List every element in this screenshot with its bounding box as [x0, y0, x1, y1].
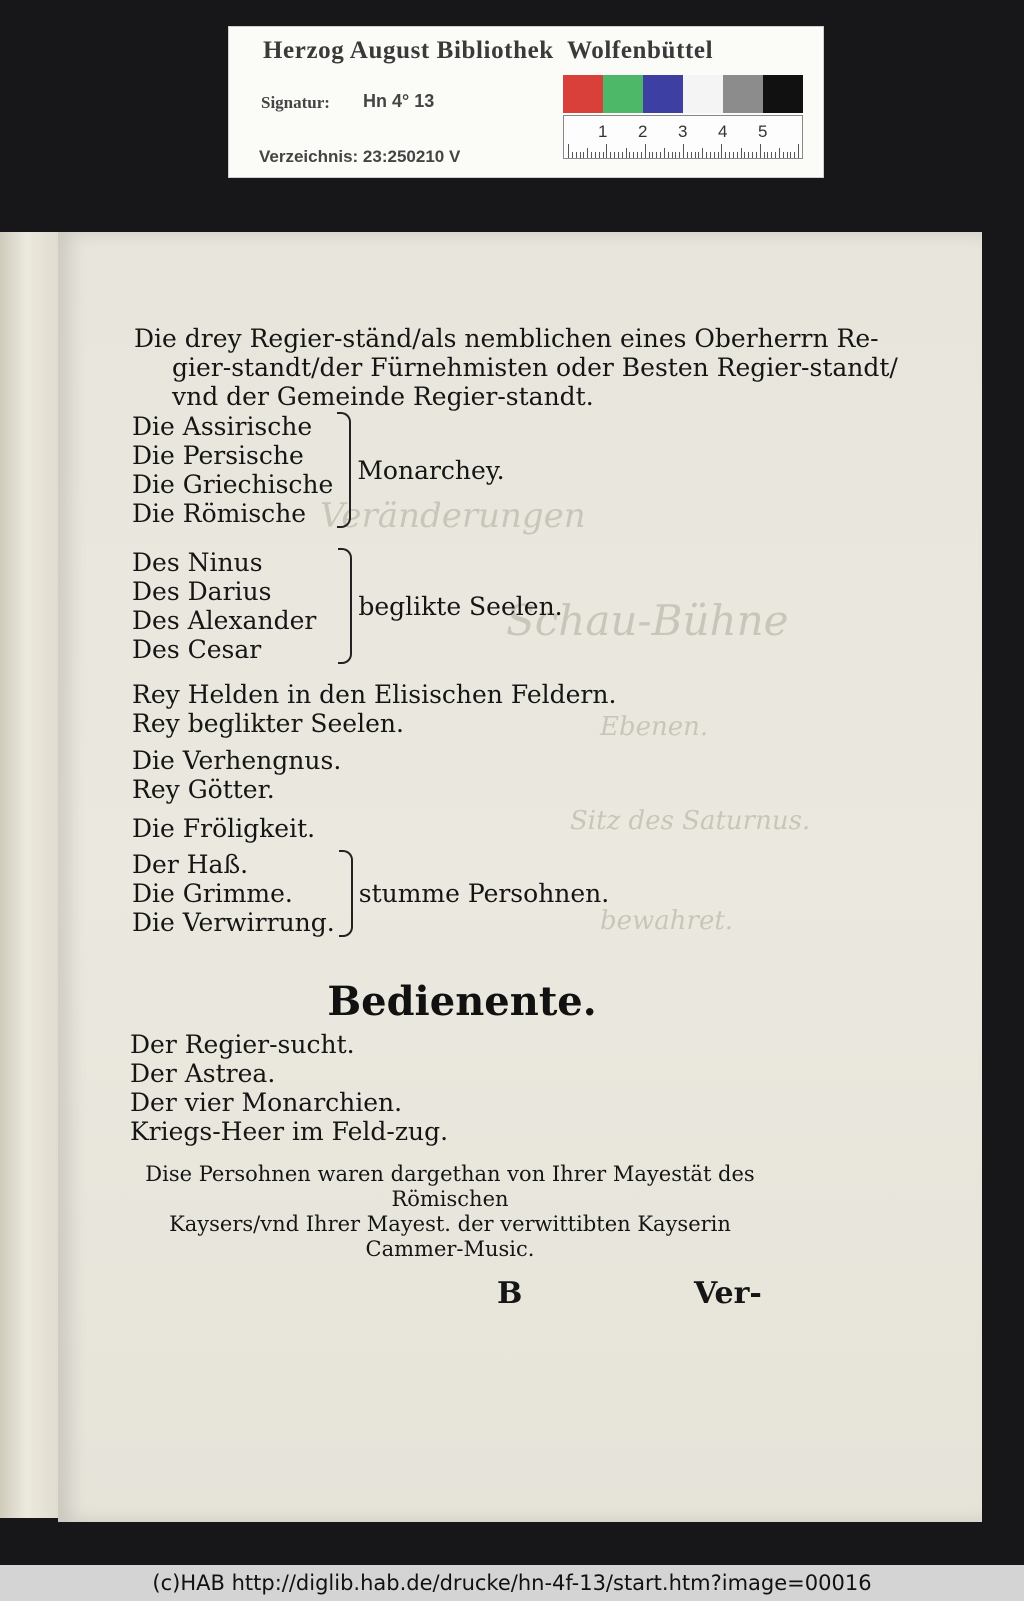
ruler-tick	[614, 152, 615, 158]
ruler-tick	[718, 152, 719, 158]
ruler-tick	[603, 152, 604, 158]
ruler-tick	[729, 152, 730, 158]
ruler-tick	[702, 148, 703, 158]
signature-label: Signatur:	[261, 93, 330, 112]
ruler-tick	[737, 152, 738, 158]
color-calibration-strip	[563, 75, 803, 113]
ruler-tick	[741, 148, 742, 158]
souls-group	[132, 548, 563, 664]
ruler-tick	[752, 152, 753, 158]
ruler-tick	[572, 152, 573, 158]
curly-brace	[337, 412, 351, 528]
joy-block	[132, 814, 315, 843]
intro-paragraph	[134, 324, 898, 411]
signature-value: Hn 4° 13	[363, 91, 435, 111]
ruler-tick	[748, 152, 749, 158]
intro-line: Die drey Regier-ständ/als nemblichen eines Oberherrn Re-	[134, 324, 879, 353]
ruler-tick	[633, 152, 634, 158]
attendant: Kriegs-Heer im Feld-zug.	[130, 1117, 449, 1146]
group-label: beglikte Seelen.	[358, 591, 563, 621]
cast-name: Rey beglikter Seelen.	[132, 709, 404, 738]
ruler-tick	[568, 144, 569, 158]
ruler-tick	[576, 152, 577, 158]
ruler-tick	[580, 152, 581, 158]
color-swatch	[563, 75, 603, 113]
ruler-tick	[672, 152, 673, 158]
ruler-number: 3	[678, 122, 688, 141]
ruler-tick	[629, 152, 630, 158]
cast-name: Des Alexander	[132, 606, 317, 635]
printer-signature-mark: B	[497, 1276, 523, 1311]
cast-name: Rey Götter.	[132, 775, 275, 804]
ruler-tick	[675, 152, 676, 158]
cast-name: Die Griechische	[132, 470, 334, 499]
cast-name: Die Fröligkeit.	[132, 814, 316, 843]
show-through-line: Schau-Bühne	[506, 596, 789, 645]
attendants-list	[130, 1030, 448, 1146]
ruler-tick	[641, 152, 642, 158]
cast-name: Des Ninus	[132, 548, 263, 577]
ruler-tick	[714, 152, 715, 158]
color-swatch	[683, 75, 723, 113]
group-label: stumme Persohnen.	[358, 879, 610, 908]
note-line: Kaysers/vnd Ihrer Mayest. der verwittibten Kayserin	[169, 1212, 731, 1236]
ruler-tick	[610, 152, 611, 158]
color-swatch	[763, 75, 803, 113]
catalog-number: Verzeichnis: 23:250210 V	[259, 147, 461, 166]
mute-group	[132, 850, 609, 937]
cast-name: Die Römische	[132, 499, 307, 528]
library-name: Herzog August Bibliothek Wolfenbüttel	[263, 37, 714, 64]
ruler-tick	[687, 152, 688, 158]
show-through-line: Veränderungen	[320, 496, 586, 536]
ruler-tick	[656, 152, 657, 158]
ruler-number: 2	[638, 122, 648, 141]
ruler-tick	[706, 152, 707, 158]
ruler-tick	[668, 152, 669, 158]
ruler-tick	[771, 152, 772, 158]
souls-names	[132, 548, 316, 664]
monarchy-names	[132, 412, 333, 528]
copyright-footer: (c)HAB http://diglib.hab.de/drucke/hn-4f-13/start.htm?image=00016	[0, 1565, 1024, 1601]
intro-line: vnd der Gemeinde Regier-standt.	[172, 382, 594, 411]
ruler-tick	[710, 152, 711, 158]
ruler-number: 5	[758, 122, 768, 141]
ruler-tick	[760, 144, 761, 158]
attendant: Der Regier-sucht.	[130, 1030, 355, 1059]
ruler-tick	[618, 152, 619, 158]
color-swatch	[643, 75, 683, 113]
cast-name: Rey Helden in den Elisischen Feldern.	[132, 680, 617, 709]
ruler-tick	[626, 148, 627, 158]
catchword: Ver-	[694, 1276, 762, 1311]
cast-name: Die Assirische	[132, 412, 313, 441]
performers-note	[140, 1162, 760, 1262]
show-through-line: bewahret.	[600, 906, 734, 936]
attendant: Der Astrea.	[130, 1059, 276, 1088]
mute-names	[132, 850, 335, 937]
show-through-line: Ebenen.	[600, 712, 709, 742]
ruler-tick	[790, 152, 791, 158]
ruler-tick	[794, 152, 795, 158]
ruler-tick	[764, 152, 765, 158]
ruler-tick	[606, 144, 607, 158]
color-swatch	[723, 75, 763, 113]
ruler-tick	[698, 152, 699, 158]
library-label-card	[228, 26, 824, 178]
note-line: Cammer-Music.	[365, 1237, 535, 1261]
ruler-tick	[637, 152, 638, 158]
ruler-tick	[744, 152, 745, 158]
ruler-tick	[587, 148, 588, 158]
curly-brace	[339, 850, 353, 937]
ruler-tick	[721, 144, 722, 158]
monarchy-group	[132, 412, 505, 528]
attendant: Der vier Monarchien.	[130, 1088, 403, 1117]
ruler-tick	[599, 152, 600, 158]
cast-name: Die Verhengnus.	[132, 746, 342, 775]
ruler-tick	[649, 152, 650, 158]
fate-block	[132, 746, 341, 804]
ruler-tick	[691, 152, 692, 158]
ruler-tick	[725, 152, 726, 158]
section-heading: Bedienente.	[327, 978, 597, 1025]
ruler-tick	[664, 148, 665, 158]
ruler-number: 4	[718, 122, 728, 141]
ruler-tick	[798, 144, 799, 158]
cast-name: Die Grimme.	[132, 879, 293, 908]
ruler-tick	[595, 152, 596, 158]
ruler-tick	[591, 152, 592, 158]
ruler-tick	[767, 152, 768, 158]
ruler-tick	[783, 152, 784, 158]
cast-name: Des Cesar	[132, 635, 262, 664]
ruler-tick	[787, 152, 788, 158]
ruler-tick	[779, 148, 780, 158]
ruler-tick	[583, 152, 584, 158]
scale-ruler	[563, 115, 803, 159]
ruler-tick	[622, 152, 623, 158]
cast-name: Des Darius	[132, 577, 272, 606]
ruler-tick	[695, 152, 696, 158]
color-swatch	[603, 75, 643, 113]
group-label: Monarchey.	[357, 455, 505, 485]
ruler-tick	[645, 144, 646, 158]
cast-name: Die Verwirrung.	[132, 908, 335, 937]
ruler-tick	[756, 152, 757, 158]
intro-line: gier-standt/der Fürnehmisten oder Besten Regier-standt/	[172, 353, 898, 382]
ruler-tick	[660, 152, 661, 158]
heroes-block	[132, 680, 616, 738]
note-line: Dise Persohnen waren dargethan von Ihrer Mayestät des Römischen	[145, 1162, 755, 1211]
curly-brace	[338, 548, 352, 664]
ruler-tick	[733, 152, 734, 158]
ruler-number: 1	[598, 122, 608, 141]
ruler-tick	[775, 152, 776, 158]
ruler-tick	[683, 144, 684, 158]
ruler-tick	[679, 152, 680, 158]
cast-name: Die Persische	[132, 441, 304, 470]
left-page-edge	[0, 232, 66, 1518]
ruler-tick	[652, 152, 653, 158]
show-through-line: Sitz des Saturnus.	[570, 806, 811, 836]
cast-name: Der Haß.	[132, 850, 249, 879]
